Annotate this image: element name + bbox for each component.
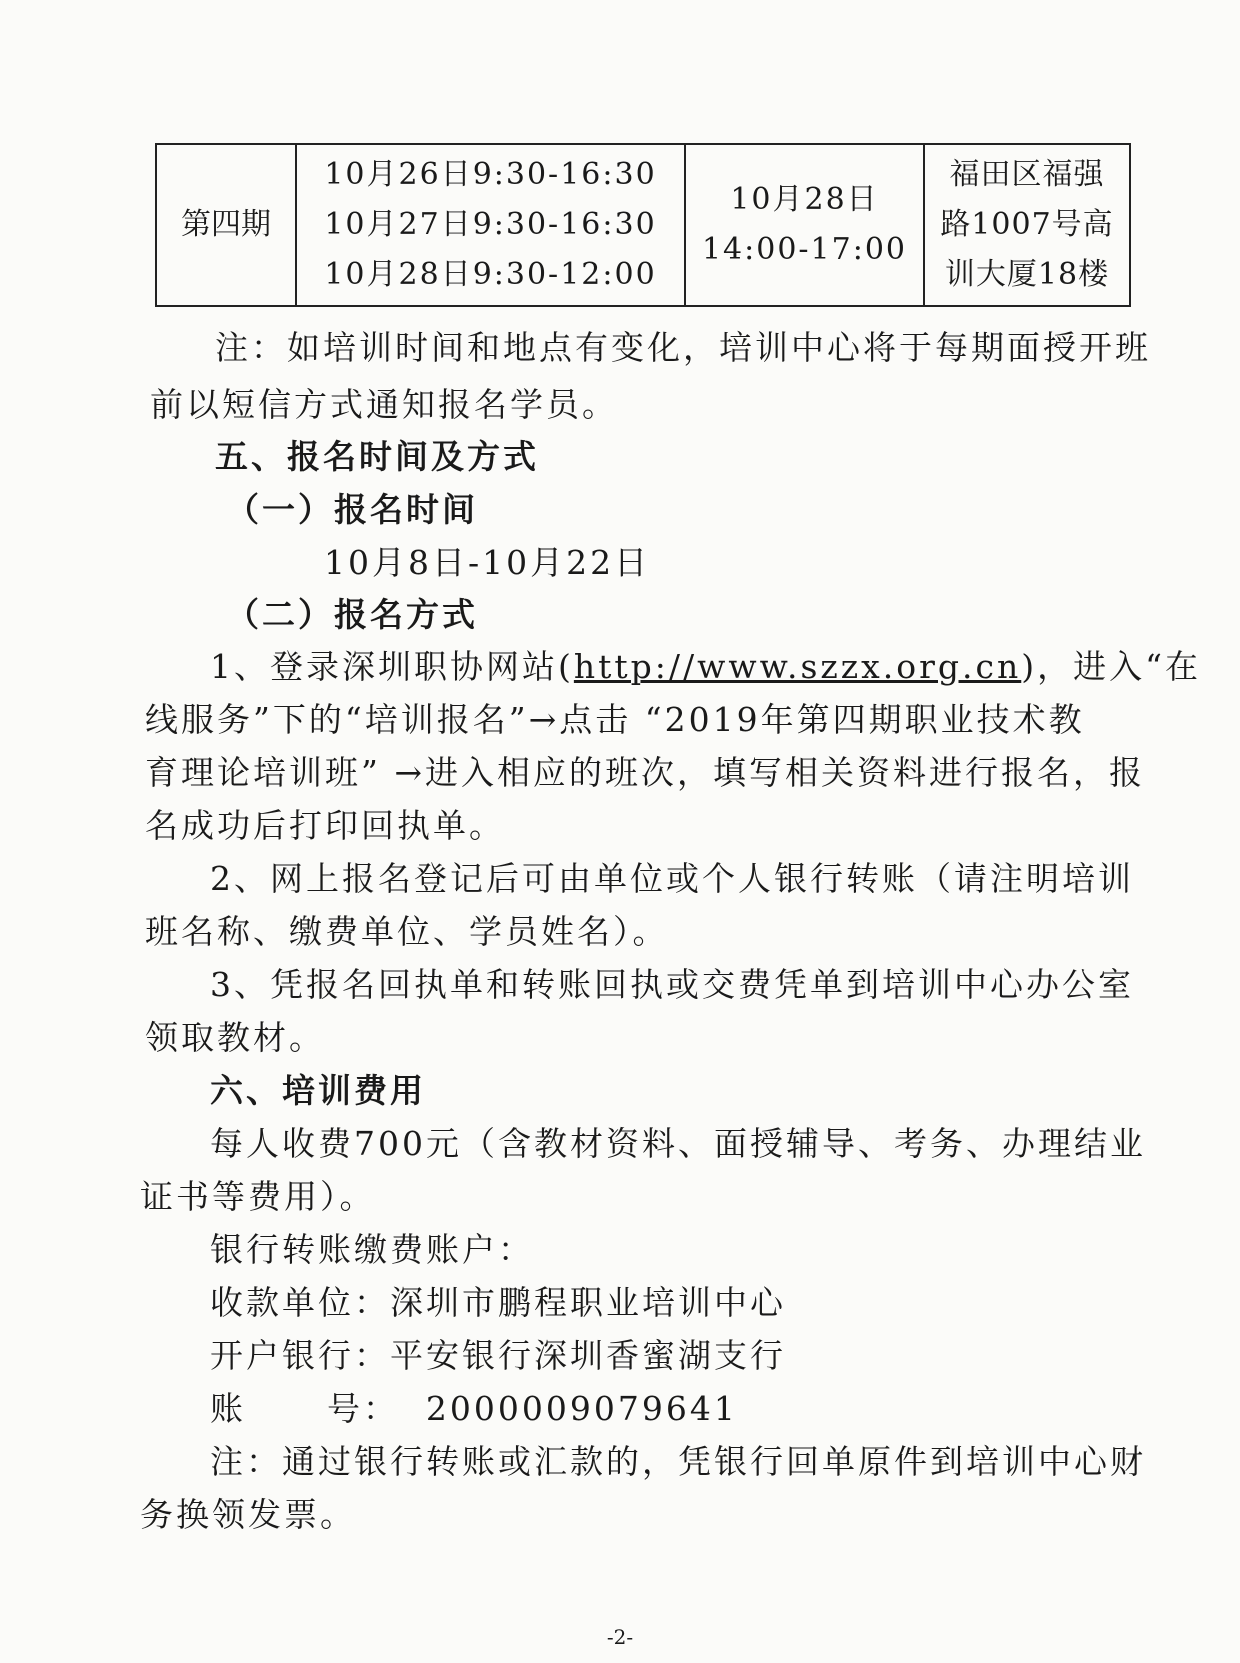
section5-sub2-heading: （二）报名方式 <box>226 595 478 634</box>
period-cell <box>156 144 296 306</box>
payment-note-line2: 务换领发票。 <box>140 1495 356 1534</box>
venue-line: 路1007号高 <box>940 207 1114 242</box>
payee: 收款单位：深圳市鹏程职业培训中心 <box>210 1283 786 1322</box>
period-label: 第四期 <box>181 207 271 242</box>
section6-heading: 六、培训费用 <box>210 1071 426 1110</box>
item1-line4: 名成功后打印回执单。 <box>145 806 505 845</box>
item3-line1: 3、凭报名回执单和转账回执或交费凭单到培训中心办公室 <box>210 965 1134 1004</box>
item2-line2: 班名称、缴费单位、学员姓名）。 <box>145 912 669 951</box>
change-note-line2: 前以短信方式通知报名学员。 <box>150 385 618 424</box>
lecture-time: 10月26日9:30-16:30 <box>324 157 657 192</box>
venue-line: 训大厦18楼 <box>944 257 1110 292</box>
lecture-time: 10月27日9:30-16:30 <box>324 207 657 242</box>
item3-line2: 领取教材。 <box>145 1018 325 1057</box>
lecture-time: 10月28日9:30-12:00 <box>324 257 657 292</box>
item1-suffix: )，进入“在 <box>1021 647 1201 686</box>
lecture-times-cell <box>296 144 685 306</box>
fee-line2: 证书等费用）。 <box>140 1177 376 1216</box>
website-link[interactable]: http://www.szzx.org.cn <box>573 647 1022 686</box>
registration-dates: 10月8日-10月22日 <box>324 543 651 582</box>
change-note-line1: 注：如培训时间和地点有变化，培训中心将于每期面授开班 <box>215 328 1151 367</box>
item1-line2: 线服务”下的“培训报名”→点击 “2019年第四期职业技术教 <box>145 700 1085 739</box>
exam-date: 10月28日 <box>730 182 879 217</box>
item1-prefix: 1、登录深圳职协网站( <box>210 647 574 686</box>
exam-time: 14:00-17:00 <box>701 232 908 267</box>
bank-title: 银行转账缴费账户： <box>210 1230 534 1269</box>
payment-note-line1: 注：通过银行转账或汇款的，凭银行回单原件到培训中心财 <box>210 1442 1146 1481</box>
account-number: 账 号： 2000009079641 <box>210 1389 738 1428</box>
table-row <box>156 144 1130 306</box>
schedule-table <box>155 143 1131 307</box>
page-number: -2- <box>606 1625 634 1649</box>
item1-line3: 育理论培训班” →进入相应的班次，填写相关资料进行报名，报 <box>145 753 1146 792</box>
exam-cell <box>685 144 924 306</box>
venue-line: 福田区福强 <box>949 157 1105 192</box>
section5-sub1-heading: （一）报名时间 <box>226 490 478 529</box>
bank-name: 开户银行：平安银行深圳香蜜湖支行 <box>210 1336 786 1375</box>
item1-line1 <box>210 647 1201 687</box>
venue-cell <box>924 144 1130 306</box>
fee-line1: 每人收费700元（含教材资料、面授辅导、考务、办理结业 <box>210 1124 1146 1163</box>
section5-heading: 五、报名时间及方式 <box>215 437 539 476</box>
item2-line1: 2、网上报名登记后可由单位或个人银行转账（请注明培训 <box>210 859 1134 898</box>
